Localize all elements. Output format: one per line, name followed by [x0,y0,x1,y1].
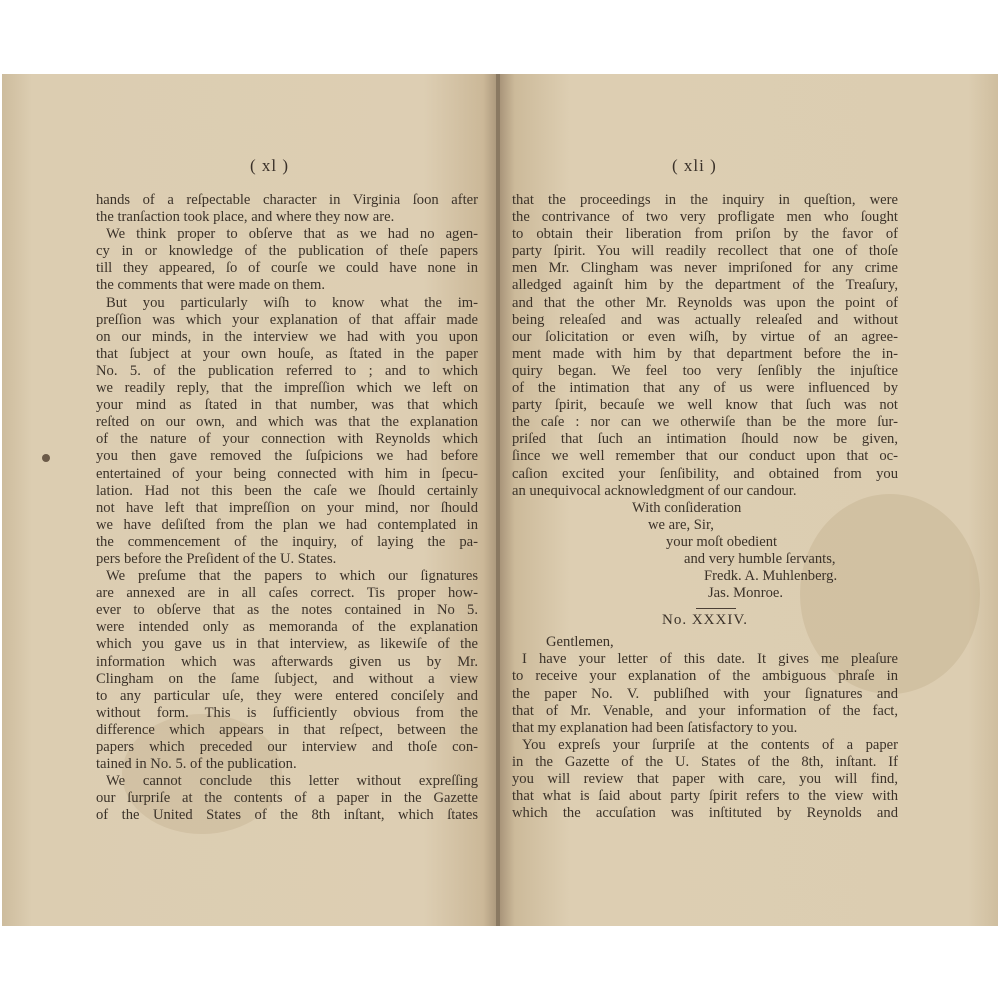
text-line: we readily reply, that the impreſſion which we left on [96,380,478,397]
text-line: ment made with him by that department before the in- [512,345,898,362]
text-line: that of Mr. Venable, and your information of the fact, [512,702,898,719]
text-line: priſed that ſuch an intimation ſhould now be given, [512,431,898,448]
text-line: We think proper to obſerve that as we had no agen- [106,226,478,243]
text-line: being releaſed and was actually releaſed and without [512,311,898,328]
closing-line: we are, Sir, [648,516,714,533]
text-line: preſſion was which your explanation of that affair made [96,311,478,328]
text-line: of the nature of your connection with Reynolds which [96,431,478,448]
text-line: which the accuſation was inſtituted by Reynolds and [512,805,898,822]
right-page [500,74,998,926]
closing-line: your moſt obedient [666,533,778,550]
text-line: the tranſaction took place, and where they now are. [96,209,395,226]
text-line: quiry began. We feel too very ſenſibly the injuſtice [512,362,898,379]
open-book [2,74,998,926]
text-line: not have left that impreſſion on your mind, nor ſhould [96,499,478,516]
text-line: of the United States of the 8th inſtant, which ſtates [96,807,478,824]
text-line: to any particular uſe, they were entered conciſely and [96,687,478,704]
closing-line: With conſideration [632,499,742,516]
text-line: No. 5. of the publication referred to ; and to which [96,362,478,379]
text-line: your mind as ſtated in that number, was that which [96,397,478,414]
closing-line: and very humble ſervants, [684,550,836,567]
text-line: difference which appears in that reſpect, between the [96,721,478,738]
text-line: you will review that paper with care, you will find, [512,771,898,787]
text-line: the paper No. V. publiſhed with your ſignatures and [512,685,898,702]
text-line: But you particularly wiſh to know what the im- [106,294,478,311]
text-line: the commencement of the inquiry, of laying the pa- [96,533,478,550]
left-page-text [96,192,478,824]
text-line: information which was afterwards given us by Mr. [96,653,478,670]
text-line: hands of a reſpectable character in Virginia ſoon after [96,192,478,208]
text-line: the contrivance of two very profligate men who ſought [512,209,898,226]
text-line: our ſolicitation or even wiſh, by virtue of an agree- [512,328,898,345]
text-line: are annexed are in all caſes correct. Tis proper how- [96,585,478,602]
text-line: till they appeared, ſo of courſe we could have none in [96,260,478,277]
section-heading: No. XXXIV. [662,612,748,629]
text-line: that the proceedings in the inquiry in queſtion, were [512,192,898,208]
text-line: lation. Had not this been the caſe we ſhould certainly [96,482,478,499]
text-line: cy in or knowledge of the publication of theſe papers [96,243,478,260]
text-line: men Mr. Clingham was never impriſoned for any crime [512,260,898,277]
closing-line: Fredk. A. Muhlenberg. [704,568,838,585]
text-line: pers before the Preſident of the U. States. [96,550,337,567]
text-line: which you gave us in that interview, as likewiſe of the [96,636,478,653]
closing-line: Jas. Monroe. [708,585,783,602]
text-line: and that the other Mr. Reynolds was upon the point of [512,294,898,311]
text-line: that what is ſaid about party ſpirit refers to the view with [512,788,898,805]
text-line: in the Gazette of the U. States of the 8th, inſtant. If [512,753,898,770]
text-line: We cannot conclude this letter without expreſſing [106,773,478,790]
text-line: we have deſiſted from the plan we had contemplated in [96,516,478,533]
text-line: that my explanation had been ſatisfactory to you. [512,719,798,736]
right-page-text [512,192,898,822]
text-line: the caſe : nor can we otherwiſe than be the more ſur- [512,414,898,431]
text-line: of the intimation that any of us were influenced by [512,380,898,397]
text-line: tained in No. 5. of the publication. [96,756,297,773]
text-line: party ſpirit. You will readily recollect that one of thoſe [512,243,898,260]
text-line: We preſume that the papers to which our ſignatures [106,568,478,585]
text-line: reſted on our own, and which was that the explanation [96,414,478,431]
text-line: ſince we well remember that our conduct upon that oc- [512,448,898,465]
text-line: you then gave removed the ſuſpicions we had before [96,448,478,465]
text-line: to receive your explanation of the ambiguous phraſe in [512,668,898,685]
text-line: I have your letter of this date. It gives me pleaſure [522,651,898,668]
text-line: entertained of your being connected with him in ſpecu- [96,465,478,482]
text-line: papers which preceded our interview and thoſe con- [96,739,478,755]
text-line: an unequivocal acknowledgment of our candour. [512,482,797,499]
page-number-left: ( xl ) [250,156,290,175]
text-line: that ſubject at your own houſe, as ſtated in the paper [96,345,478,362]
section-rule [696,608,736,609]
text-line: alledged againſt him by the department of the Treaſury, [512,277,898,294]
salutation: Gentlemen, [546,634,614,651]
text-line: on our minds, in the interview we had with you upon [96,328,478,345]
text-line: Clingham on the ſame ſubject, and without a view [96,670,478,687]
left-page [2,74,498,926]
text-line: caſion excited your ſenſibility, and obtained from you [512,465,898,482]
text-line: to obtain their liberation from priſon by the favor of [512,226,898,243]
text-line: our ſurpriſe at the contents of a paper in the Gazette [96,790,478,807]
text-line: ever to obſerve that as the notes contained in No 5. [96,602,478,619]
text-line: party ſpirit, becauſe we well know that ſuch was not [512,397,898,414]
ink-spot [42,454,50,462]
text-line: You expreſs your ſurpriſe at the contents of a paper [522,736,898,753]
text-line: were intended only as memoranda of the explanation [96,619,478,636]
page-number-right: ( xli ) [672,156,717,175]
text-line: without form. This is ſufficiently obvious from the [96,704,478,721]
text-line: the comments that were made on them. [96,277,325,294]
section-heading-block [512,602,898,634]
